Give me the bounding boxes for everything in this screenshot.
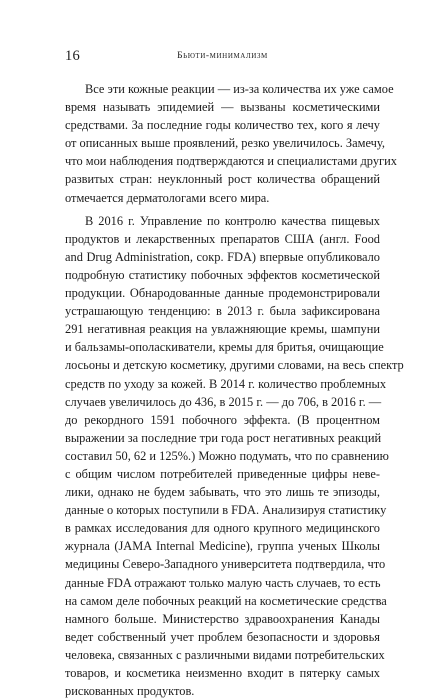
text-line: продукции. Обнародованные данные продемонстрировали bbox=[65, 286, 380, 301]
text-line: Все эти кожные реакции — из-за количества их уже самое bbox=[85, 82, 394, 96]
running-head: Бьюти-минимализм bbox=[177, 51, 268, 61]
text-line: ведет собственный учет проблем безопасности и здоровья bbox=[65, 629, 380, 644]
text-line: и бальзамы-ополаскиватели, кремы для бритья, очищающие bbox=[65, 340, 384, 355]
text-line: товаров, и косметика неизменно входит в пятерку самых bbox=[65, 666, 380, 680]
text-line: устрашающую тенденцию: в 2013 г. была зафиксирована bbox=[65, 304, 380, 319]
page-header bbox=[65, 48, 380, 68]
text-line: человека, связанных с различными видами потребительских bbox=[65, 647, 385, 662]
text-line: средствами. За последние годы количество тех, кого я лечу bbox=[65, 118, 380, 133]
text-line: составил 50, 62 и 125%.) Можно подумать, что по сравнению bbox=[65, 448, 389, 463]
text-line: в рамках исследования для одного крупного медицинского bbox=[65, 521, 380, 536]
text-line: от описанных выше проявлений, резко увеличилось. Замечу, bbox=[65, 136, 385, 151]
text-line: средств по уходу за кожей. В 2014 г. количество проблемных bbox=[65, 376, 387, 391]
text-line: время называть эпидемией — вызваны косметическими bbox=[65, 100, 380, 115]
paragraph bbox=[65, 80, 397, 207]
text-line: данные о которых поступили в FDA. Анализируя статистику bbox=[65, 503, 387, 518]
text-line: случаев увеличилось до 436, в 2015 г. — до 706, в 2016 г. — bbox=[65, 394, 382, 409]
text-line: and Drug Administration, сокр. FDA) впервые опубликовало bbox=[65, 249, 380, 264]
text-line: 291 негативная реакция на увлажняющие кремы, шампуни bbox=[65, 322, 380, 337]
text-line: с общим числом потребителей приведенные цифры неве- bbox=[65, 466, 380, 481]
text-line: журнала (JAMA Internal Medicine), группа ученых Школы bbox=[65, 539, 380, 554]
text-line: развитых стран: неуклонный рост количества обращений bbox=[65, 172, 380, 187]
text-line: медицины Северо-Западного университета подтвердила, что bbox=[65, 557, 386, 572]
text-line: на самом деле побочных реакций на косметические средства bbox=[65, 593, 387, 608]
text-line: до рекордного 1591 побочного эффекта. (В процентном bbox=[65, 412, 380, 427]
text-line: лики, однако не будем забывать, что это лишь те эпизоды, bbox=[65, 485, 380, 500]
text-line: подробную статистику побочных эффектов косметической bbox=[65, 267, 380, 282]
text-line: рискованных продуктов. bbox=[65, 684, 195, 699]
page-number: 16 bbox=[65, 48, 80, 64]
text-line: отмечается дерматологами всего мира. bbox=[65, 190, 270, 205]
text-line: продуктов и лекарственных препаратов США (англ. Food bbox=[65, 231, 380, 246]
text-line: В 2016 г. Управление по контролю качества пищевых bbox=[85, 213, 380, 228]
text-line: лосьоны и детскую косметику, другими словами, на весь спектр bbox=[65, 358, 404, 373]
text-line: намного больше. Министерство здравоохранения Канады bbox=[65, 611, 380, 626]
text-line: данные FDA отражают только малую часть случаев, то есть bbox=[65, 575, 381, 590]
paragraph bbox=[65, 212, 404, 700]
text-line: что мои наблюдения подтверждаются и специалистами других bbox=[65, 154, 397, 169]
body-text bbox=[65, 80, 404, 700]
text-line: выражении за последние три года рост негативных реакций bbox=[65, 430, 382, 445]
